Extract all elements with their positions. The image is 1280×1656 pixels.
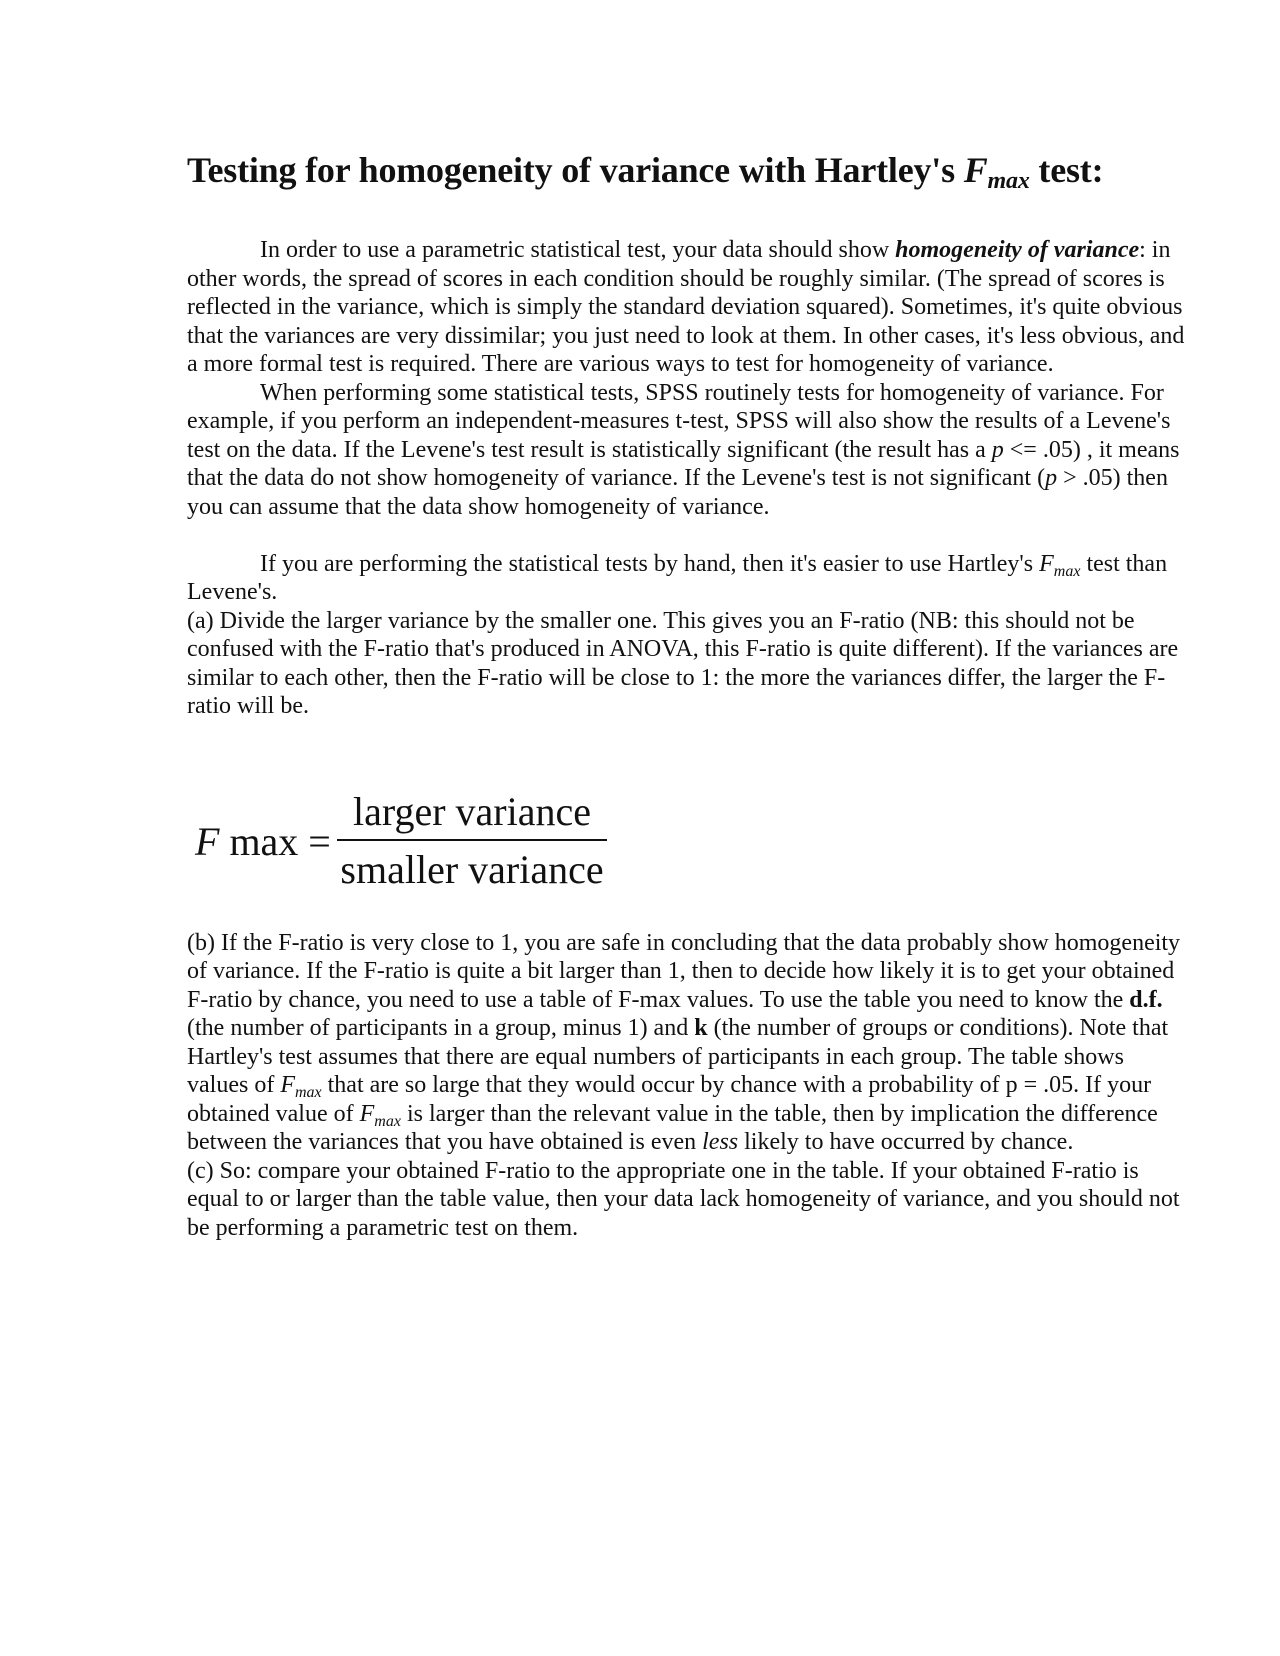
formula-fraction [337, 789, 607, 893]
fmax-formula [187, 788, 1187, 892]
title-sub-max: max [987, 168, 1030, 194]
paragraph-intro: In order to use a parametric statistical test, your data should show homogeneity of variance: in other words, the spread of scores in each condition should be roughly similar. (The spread of scores is reflected in the variance, which is simply the standard deviation squared). Sometimes, it's quite obvious that the variances are very dissimilar; you just need to look at them. In other cases, it's less obvious, and a more formal test is required. There are various ways to test for homogeneity of variance. [187, 237, 1185, 377]
document-page [187, 148, 1187, 1242]
paragraph-step-b: (b) If the F-ratio is very close to 1, you are safe in concluding that the data probably show homogeneity of variance. If the F-ratio is quite a bit larger than 1, then to decide how likely it is to get your obtained F-ratio by chance, you need to use a table of F-max values. To use the table you need to know the d.f. (the number of participants in a group, minus 1) and k (the number of groups or conditions). Note that Hartley's test assumes that there are equal numbers of participants in each group. The table shows values of $F_{max}$ that are so large that they would occur by chance with a probability of p = .05. If your obtained value of $F_{max}$ is larger than the relevant value in the table, then by implication the difference between the variances that you have obtained is even less likely to have occurred by chance. [187, 929, 1181, 1155]
formula-numerator: larger variance [337, 789, 607, 841]
paragraph-by-hand: If you are performing the statistical tests by hand, then it's easier to use Hartley's $F_{max}$ test than Levene's. [187, 550, 1168, 605]
formula-lhs: F max = [195, 818, 331, 864]
paragraph-step-a: (a) Divide the larger variance by the smaller one. This gives you an F-ratio (NB: this should not be confused with the F-ratio that's produced in ANOVA, this F-ratio is quite different). If the variances are similar to each other, then the F-ratio will be close to 1: the more the variances differ, the larger the F-ratio will be. [187, 607, 1179, 719]
title-f: F [963, 150, 988, 190]
formula-denominator: smaller variance [340, 846, 604, 892]
page-title: Testing for homogeneity of variance with Hartley's $F_{max}$ test: [187, 150, 1104, 194]
emphasis-homogeneity: homogeneity of variance [895, 237, 1140, 263]
paragraph-step-c: (c) So: compare your obtained F-ratio to the appropriate one in the table. If your obtained F-ratio is equal to or larger than the table value, then your data lack homogeneity of variance, and you should not be performing a parametric test on them. [187, 1157, 1180, 1241]
paragraph-spss: When performing some statistical tests, SPSS routinely tests for homogeneity of variance. For example, if you perform an independent-measures t-test, SPSS will also show the results of a Levene's test on the data. If the Levene's test result is statistically significant (the result has a p <= .05) , it means that the data do not show homogeneity of variance. If the Levene's test is not significant (p > .05) then you can assume that the data show homogeneity of variance. [187, 379, 1180, 520]
